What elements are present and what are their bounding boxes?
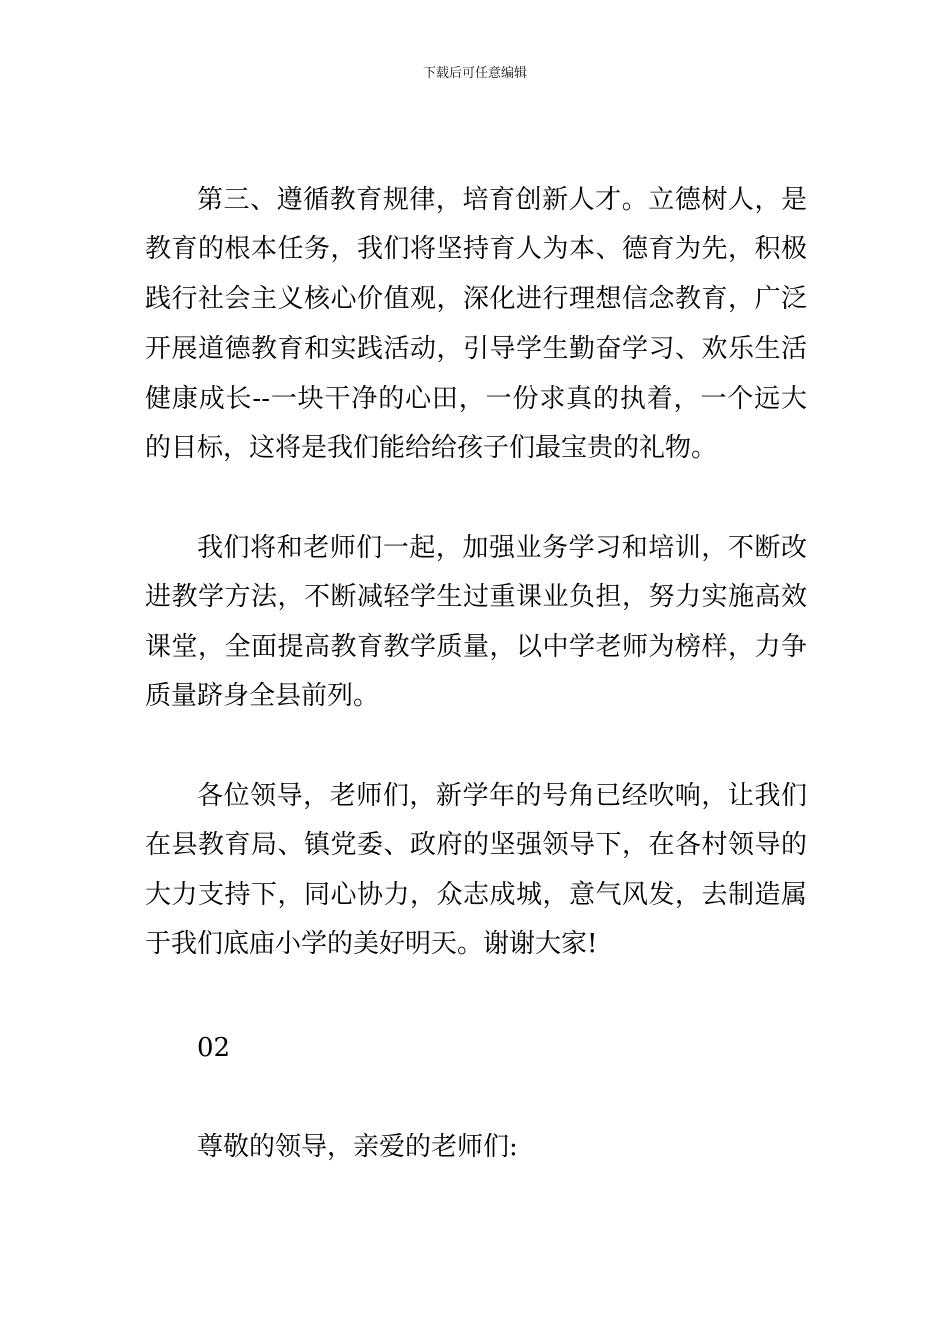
section-number: 02 [197, 1033, 231, 1063]
page-header: 下载后可任意编辑 [422, 66, 527, 81]
paragraph-line: 课堂，全面提高教育教学质量，以中学老师为榜样，力争 [145, 632, 807, 662]
paragraph-line: 践行社会主义核心价值观，深化进行理想信念教育，广泛 [145, 284, 807, 314]
salutation: 尊敬的领导，亲爱的老师们: [197, 1132, 518, 1162]
paragraph-line: 质量跻身全县前列。 [145, 681, 380, 711]
paragraph-line: 的目标，这将是我们能给给孩子们最宝贵的礼物。 [145, 433, 718, 463]
paragraph-line: 各位领导，老师们，新学年的号角已经吹响，让我们 [197, 781, 807, 811]
paragraph-line: 健康成长--一块干净的心田，一份求真的执着，一个远大 [145, 384, 807, 414]
paragraph-line: 在县教育局、镇党委、政府的坚强领导下，在各村领导的 [145, 830, 807, 860]
paragraph-line: 我们将和老师们一起，加强业务学习和培训，不断改 [197, 533, 807, 563]
paragraph-line: 教育的根本任务，我们将坚持育人为本、德育为先，积极 [145, 234, 807, 264]
paragraph-line: 开展道德教育和实践活动，引导学生勤奋学习、欢乐生活 [145, 334, 807, 364]
paragraph-line: 进教学方法，不断减轻学生过重课业负担，努力实施高效 [145, 582, 807, 612]
paragraph-line: 大力支持下，同心协力，众志成城，意气风发，去制造属 [145, 880, 807, 910]
paragraph-line: 于我们底庙小学的美好明天。谢谢大家! [145, 929, 598, 959]
paragraph-line: 第三、遵循教育规律，培育创新人才。立德树人，是 [197, 185, 807, 215]
